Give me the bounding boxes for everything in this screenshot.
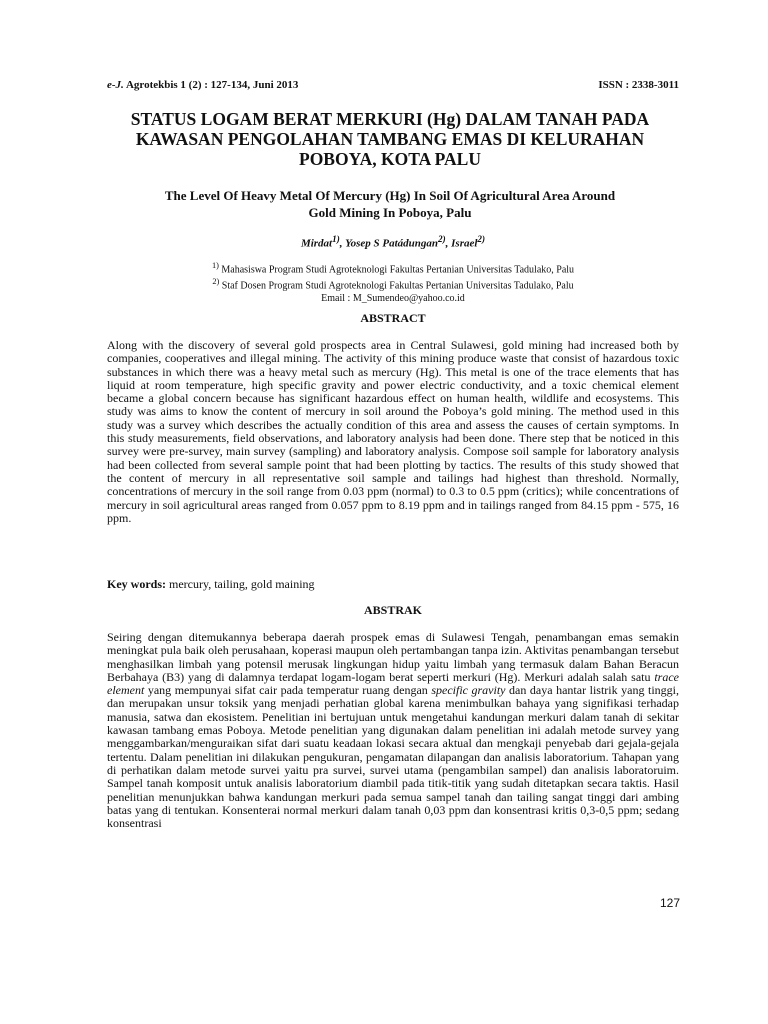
abstrak-heading: ABSTRAK bbox=[363, 603, 422, 617]
author-list: Mirdat$^{1)}$, Yosep S Patádungan$^{2)}$, Israel$^{2)}$ bbox=[300, 234, 486, 250]
keywords: Key words: mercury, tailing, gold maining bbox=[107, 577, 315, 591]
page-number: 127 bbox=[659, 896, 680, 910]
affiliation-1: $^{1)}$ Mahasiswa Program Studi Agroteknologi Fakultas Pertanian Universitas Tadulako, Palu bbox=[211, 261, 575, 276]
abstrak-body: Seiring dengan ditemukannya beberapa daerah prospek emas di Sulawesi Tengah, penambangan emas semakin meningkat pula baik oleh perusahaan, koperasi maupun oleh pertambangan tanpa izin. Aktivitas penambangan tersebut menghasilkan limbah yang potensil merusak lingkungan hidup yaitu limbah yang termasuk dalam Bahan Beracun Berbahaya (B3) yang di dalamnya terdapat logam-logam berat seperti merkuri (Hg). Merkuri adalah salah satu trace element yang mempunyai sifat cair pada temperatur ruang dengan specific gravity dan daya hantar listrik yang tinggi, dan merupakan unsur toksik yang menjadi perhatian global karena menimbulkan bahaya yang signifikasi terhadap manusia, satwa dan ekosistem. Penelitian ini bertujuan untuk mengetahui kandungan merkuri dalam tanah di sekitar kawasan tambang emas Poboya. Metode penelitian yang digunakan dalam penelitian ini adalah metode survey yang menggambarkan/menguraikan sifat dari suatu keadaan lokasi secara aktual dan mengkaji penyebab dari gejala-gejala tertentu. Dalam penelitian ini dilakukan pengukuran, pengamatan dilapangan dan analisis laboratorium. Tahapan yang di perhatikan dalam metode survei yaitu pra survei, survei utama (pengambilan sampel) dan analisis laboratoruim. Sampel tanah komposit untuk analisis laboratorium diambil pada titik-titik yang sudah ditetapkan secara taktis. Hasil penelitian menunjukkan bahwa kandungan merkuri pada semua sampel tanah dan tailing sangat tinggi dari ambing batas yang di tentukan. Konsenterai normal merkuri dalam tanah 0,03 ppm dan konsentrasi kritis 0,3-0,5 ppm; sedang konsentrasi bbox=[107, 630, 679, 831]
affiliation-2: $^{2)}$ Staf Dosen Program Studi Agroteknologi Fakultas Pertanian Universitas Tadulako, Palu bbox=[212, 277, 574, 292]
author-name: Israel bbox=[451, 237, 478, 250]
issn: ISSN : 2338-3011 bbox=[598, 79, 679, 91]
author-name: Yosep S Patádungan bbox=[345, 237, 438, 250]
abstract-body: Along with the discovery of several gold prospects area in Central Sulawesi, gold mining had increased both by companies, cooperatives and illegal mining. The activity of this mining produce waste that consist of hazardous toxic substances in which there was a heavy metal such as mercury (Hg). This metal is one of the trace elements that has liquid at room temperature, high specific gravity and power electric conductivity, and a toxic chemical element became a global concern because has significant hazardous effect on human health, wildlife and ecosystems. This study was aims to know the content of mercury in soil around the Poboya’s gold mining. The method used in this study was a survey which describes the actually condition of this area and assess the causes of certain symptoms. In this study measurements, field observations, and laboratory analysis had been done. There step that be noticed in this survey were pre-survey, main survey (sampling) and laboratory analysis. Compose soil sample for laboratory analysis had been collected from several sample point that had been plotting by tactics. The results of this study showed that the content of mercury in all representative soil sample and tailings had highest than threshold. Normally, concentrations of mercury in the soil range from 0.03 ppm (normal) to 0.3 to 0.5 ppm (critics); while concentrations of mercury in soil agricultural areas ranged from 0.057 ppm to 8.19 ppm and in tailings ranged from 84.15 ppm - 575, 16 ppm. bbox=[107, 338, 679, 525]
affiliations bbox=[107, 260, 679, 305]
abstract-heading: ABSTRACT bbox=[360, 311, 426, 325]
email-line: Email : M_Sumendeo@yahoo.co.id bbox=[321, 292, 465, 304]
journal-citation: e-J. Agrotekbis 1 (2) : 127-134, Juni 2013 bbox=[107, 79, 299, 91]
author-name: Mirdat bbox=[300, 237, 333, 250]
paper-subtitle: The Level Of Heavy Metal Of Mercury (Hg) In Soil Of Agricultural Area Around Gold Mining In Poboya, Palu bbox=[164, 188, 616, 220]
paper-title: STATUS LOGAM BERAT MERKURI (Hg) DALAM TANAH PADA KAWASAN PENGOLAHAN TAMBANG EMAS DI KELURAHAN POBOYA, KOTA PALU bbox=[130, 109, 650, 169]
